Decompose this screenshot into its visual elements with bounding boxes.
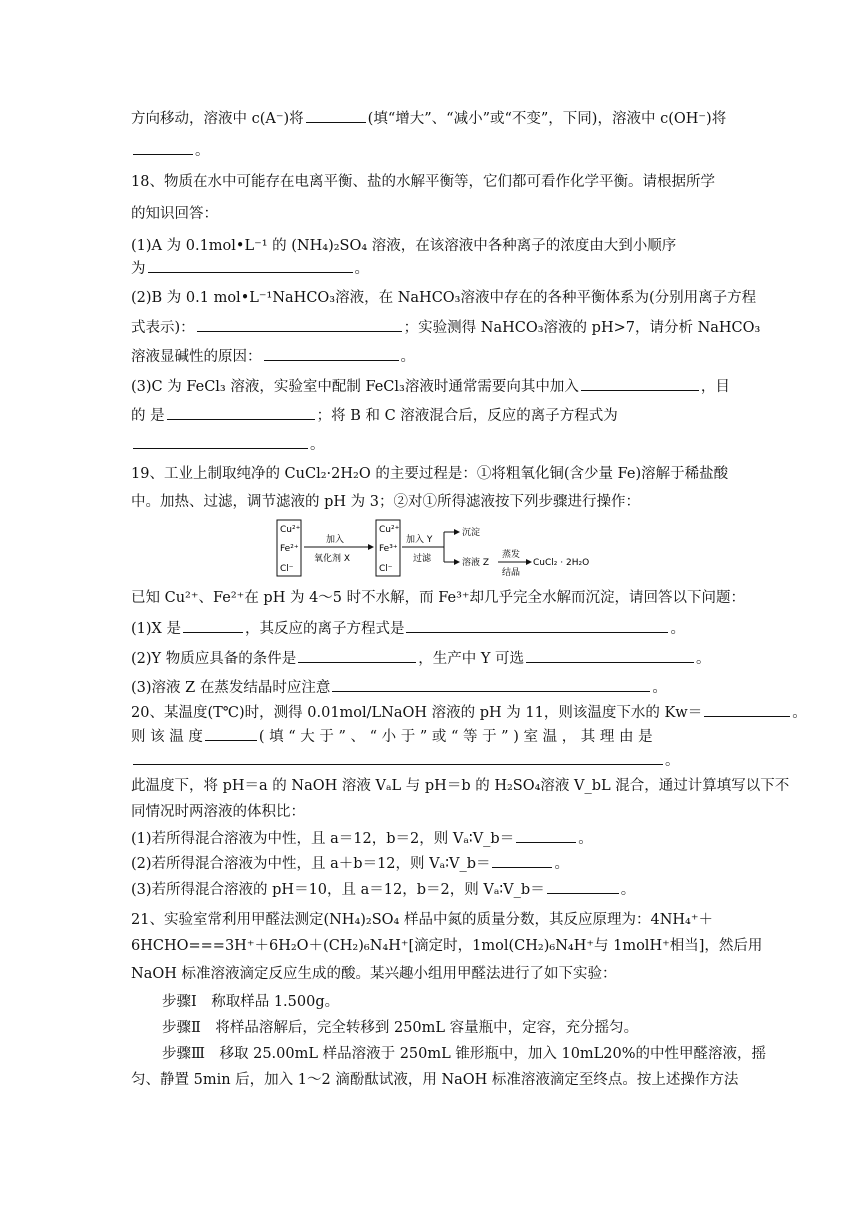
answer-blank[interactable] (492, 853, 552, 868)
text-line: 中。加热、过滤，调节滤液的 pH 为 3；②对①所得滤液按下列步骤进行操作： (131, 494, 640, 510)
arrow-label: 氧化剂 X (314, 554, 351, 564)
text-line: (2)Y 物质应具备的条件是 ，生产中 Y 可选 。 (131, 648, 730, 669)
question-20: 20、某温度(T℃)时，测得 0.01mol/LNaOH 溶液的 pH 为 11，则该温度下水的 Kw＝ 。 (131, 702, 730, 723)
text-line: (2)若所得混合溶液为中性，且 a＋b＝12，则 Vₐ∶V_b＝ 。 (131, 853, 730, 874)
answer-blank[interactable] (516, 828, 576, 843)
text-line: 的 是 ；将 B 和 C 溶液混合后，反应的离子方程式为 (131, 405, 730, 426)
text-line: 。 (131, 750, 730, 771)
answer-blank[interactable] (133, 750, 663, 765)
answer-blank[interactable] (704, 702, 790, 717)
answer-blank[interactable] (581, 376, 699, 391)
arrow-label: 加入 (326, 535, 345, 545)
answer-blank[interactable] (306, 108, 366, 123)
text-line: 匀、静置 5min 后，加入 1～2 滴酚酞试液，用 NaOH 标准溶液滴定至终点。按上述操作方法 (131, 1072, 739, 1088)
answer-blank[interactable] (197, 317, 402, 332)
arrow-head (526, 559, 532, 565)
text-line: 已知 Cu²⁺、Fe²⁺在 pH 为 4～5 时不水解，而 Fe³⁺却几乎完全水解而沉淀，请回答以下问题： (131, 590, 746, 606)
text-line: 方向移动，溶液中 c(A⁻)将 (填“增大”、“减小”或“不变”，下同)，溶液中 c(OH⁻)将 (131, 108, 730, 129)
text-line: (3)溶液 Z 在蒸发结晶时应注意 。 (131, 677, 730, 698)
precipitate-label: 沉淀 (462, 528, 481, 538)
arrow-head (454, 529, 460, 535)
answer-blank[interactable] (332, 677, 650, 692)
arrow-head (454, 559, 460, 565)
ion-label: Fe²⁺ (280, 544, 299, 554)
answer-blank[interactable] (167, 405, 315, 420)
ion-label: Cl⁻ (280, 564, 294, 574)
text-line: 同情况时两溶液的体积比： (131, 804, 305, 820)
answer-blank[interactable] (406, 618, 668, 633)
text-line: 6HCHO===3H⁺＋6H₂O＋(CH₂)₆N₄H⁺[滴定时，1mol(CH₂)₆N₄H⁺与 1molH⁺相当]，然后用 (131, 938, 763, 954)
arrow-label: 过滤 (413, 554, 432, 564)
ion-label: Cl⁻ (379, 564, 393, 574)
arrow-label: 蒸发 (502, 550, 521, 560)
ion-label: Cu²⁺ (280, 525, 301, 535)
question-21: 21、实验室常利用甲醛法测定(NH₄)₂SO₄ 样品中氮的质量分数，其反应原理为：4NH₄⁺＋ (131, 912, 713, 928)
text-line: (1)若所得混合溶液为中性，且 a＝12，b＝2，则 Vₐ∶V_b＝ 。 (131, 828, 730, 849)
text-line: (1)X 是 ，其反应的离子方程式是 。 (131, 618, 730, 639)
answer-blank[interactable] (547, 879, 619, 894)
text-line: (1)A 为 0.1mol•L⁻¹ 的 (NH₄)₂SO₄ 溶液，在该溶液中各种离子的浓度由大到小顺序 (131, 238, 677, 254)
text-line: 。 (131, 434, 730, 455)
answer-blank[interactable] (133, 434, 308, 449)
arrow-head (368, 544, 374, 550)
solution-label: 溶液 Z (462, 558, 490, 568)
text-line: NaOH 标准溶液滴定反应生成的酸。某兴趣小组用甲醛法进行了如下实验： (131, 966, 617, 982)
question-18: 18、物质在水中可能存在电离平衡、盐的水解平衡等，它们都可看作化学平衡。请根据所学 (131, 174, 715, 190)
answer-blank[interactable] (183, 618, 243, 633)
question-19: 19、工业上制取纯净的 CuCl₂·2H₂O 的主要过程是：①将粗氧化铜(含少量 Fe)溶解于稀盐酸 (131, 466, 729, 482)
text-line: (3)C 为 FeCl₃ 溶液，实验室中配制 FeCl₃溶液时通常需要向其中加入 ，目 (131, 376, 730, 397)
text-line: 为 。 (131, 258, 730, 279)
text-line: 则 该 温 度 ( 填 “ 大 于 ” 、 “ 小 于 ” 或 “ 等 于 ” ) 室 温 ， 其 理 由 是 (131, 726, 730, 747)
answer-blank[interactable] (205, 726, 257, 741)
answer-blank[interactable] (526, 648, 694, 663)
product-label: CuCl₂ · 2H₂O (533, 558, 590, 568)
answer-blank[interactable] (133, 140, 193, 155)
text-line: 的知识回答： (131, 206, 218, 222)
text-line: 。 (131, 140, 730, 161)
process-flow-diagram (276, 518, 606, 578)
answer-blank[interactable] (264, 346, 399, 361)
text-line: 式表示)： ；实验测得 NaHCO₃溶液的 pH>7，请分析 NaHCO₃ (131, 317, 730, 338)
flow-svg (276, 518, 606, 578)
text-line: 此温度下，将 pH＝a 的 NaOH 溶液 VₐL 与 pH＝b 的 H₂SO₄溶液 V_bL 混合，通过计算填写以下不 (131, 778, 790, 794)
text-line: 步骤Ⅰ 称取样品 1.500g。 (162, 994, 340, 1010)
text-line: 溶液显碱性的原因： 。 (131, 346, 730, 367)
text-line: 步骤Ⅱ 将样品溶解后，完全转移到 250mL 容量瓶中，定容，充分摇匀。 (162, 1020, 639, 1036)
answer-blank[interactable] (298, 648, 416, 663)
arrow-label: 结晶 (502, 568, 521, 578)
text-line: (2)B 为 0.1 mol•L⁻¹NaHCO₃溶液，在 NaHCO₃溶液中存在的各种平衡体系为(分别用离子方程 (131, 290, 757, 306)
text-line: (3)若所得混合溶液的 pH＝10，且 a＝12，b＝2，则 Vₐ∶V_b＝ 。 (131, 879, 730, 900)
ion-label: Fe³⁺ (379, 544, 398, 554)
arrow-label: 加入 Y (406, 535, 433, 545)
text-line: 步骤Ⅲ 移取 25.00mL 样品溶液于 250mL 锥形瓶中，加入 10mL20%的中性甲醛溶液，摇 (162, 1046, 767, 1062)
ion-label: Cu²⁺ (379, 525, 400, 535)
answer-blank[interactable] (148, 258, 353, 273)
